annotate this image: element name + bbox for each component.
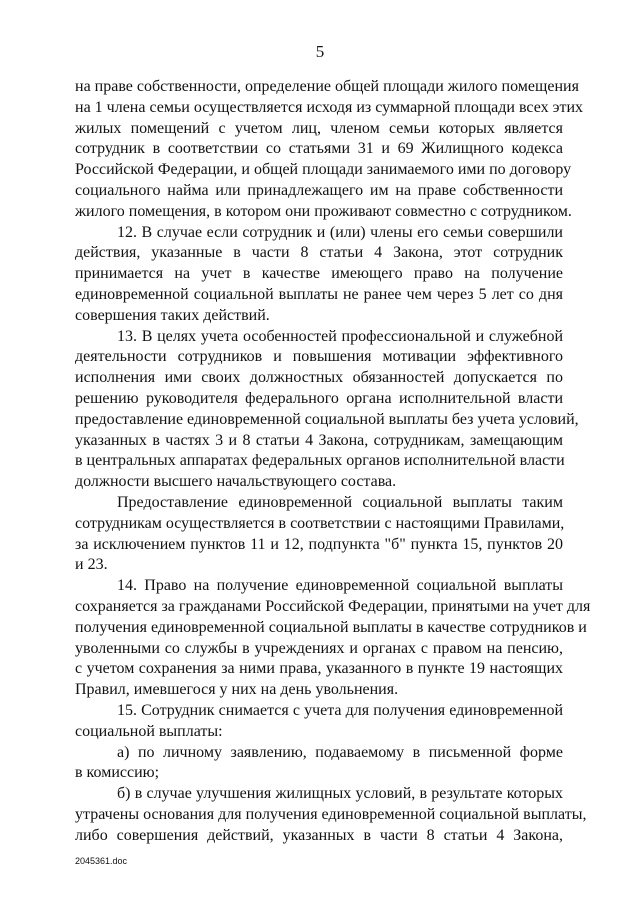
text-line: указанных в частях 3 и 8 статьи 4 Закона, сотрудникам, замещающим xyxy=(75,431,563,449)
footer-filename: 2045361.doc xyxy=(75,856,128,866)
text-line: деятельности сотрудников и повышения мотивации эффективного xyxy=(75,348,563,366)
text-line: совершения таких действий. xyxy=(75,306,270,324)
text-line: 12. В случае если сотрудник и (или) члены его семьи совершили xyxy=(117,223,563,241)
text-line: утрачены основания для получения единовременной социальной выплаты, xyxy=(75,805,587,823)
text-line: действия, указанные в части 8 статьи 4 Закона, этот сотрудник xyxy=(75,244,563,262)
text-line: и 23. xyxy=(75,556,108,574)
text-line: сотрудник в соответствии со статьями 31 и 69 Жилищного кодекса xyxy=(75,140,563,158)
text-line: исполнения ими своих должностных обязанностей допускается по xyxy=(75,369,563,387)
text-line: социальной выплаты: xyxy=(75,722,223,740)
text-line: в комиссию; xyxy=(75,764,160,782)
text-line: решению руководителя федерального органа исполнительной власти xyxy=(75,389,563,407)
text-line: получения единовременной социальной выплаты в качестве сотрудников и xyxy=(75,618,587,636)
text-line: Правил, имевшегося у них на день увольнения. xyxy=(75,681,399,699)
text-line: либо совершения действий, указанных в части 8 статьи 4 Закона, xyxy=(75,826,563,844)
text-line: 14. Право на получение единовременной социальной выплаты xyxy=(117,577,563,595)
text-line: сотрудникам осуществляется в соответствии с настоящими Правилами, xyxy=(75,514,565,532)
text-line: Российской Федерации, и общей площади занимаемого ими по договору xyxy=(75,161,572,179)
text-line: за исключением пунктов 11 и 12, подпункта "б" пункта 15, пунктов 20 xyxy=(75,535,563,553)
text-line: на 1 члена семьи осуществляется исходя из суммарной площади всех этих xyxy=(75,98,584,116)
text-line: 13. В целях учета особенностей профессиональной и служебной xyxy=(117,327,563,345)
text-line: 15. Сотрудник снимается с учета для получения единовременной xyxy=(117,701,563,719)
text-line: социального найма или принадлежащего им на праве собственности xyxy=(75,181,563,199)
page-number: 5 xyxy=(315,42,325,61)
text-line: жилых помещений с учетом лиц, членом семьи которых является xyxy=(75,119,563,137)
text-line: жилого помещения, в котором они проживают совместно с сотрудником. xyxy=(75,202,572,220)
text-line: а) по личному заявлению, подаваемому в письменной форме xyxy=(117,743,563,761)
text-line: должности высшего начальствующего состава. xyxy=(75,473,397,491)
text-line: на праве собственности, определение общей площади жилого помещения xyxy=(75,78,579,95)
text-line: в центральных аппаратах федеральных органов исполнительной власти xyxy=(75,452,565,470)
text-line: сохраняется за гражданами Российской Федерации, принятыми на учет для xyxy=(75,597,591,615)
text-line: предоставление единовременной социальной выплаты без учета условий, xyxy=(75,410,579,428)
text-line: единовременной социальной выплаты не ранее чем через 5 лет со дня xyxy=(75,285,563,303)
text-line: б) в случае улучшения жилищных условий, в результате которых xyxy=(117,785,563,803)
text-line: принимается на учет в качестве имеющего право на получение xyxy=(75,265,563,283)
text-line: Предоставление единовременной социальной выплаты таким xyxy=(117,493,563,511)
text-line: с учетом сохранения за ними права, указанного в пункте 19 настоящих xyxy=(75,660,563,678)
body-text xyxy=(75,77,591,846)
text-line: уволенными со службы в учреждениях и органах с правом на пенсию, xyxy=(75,639,563,657)
